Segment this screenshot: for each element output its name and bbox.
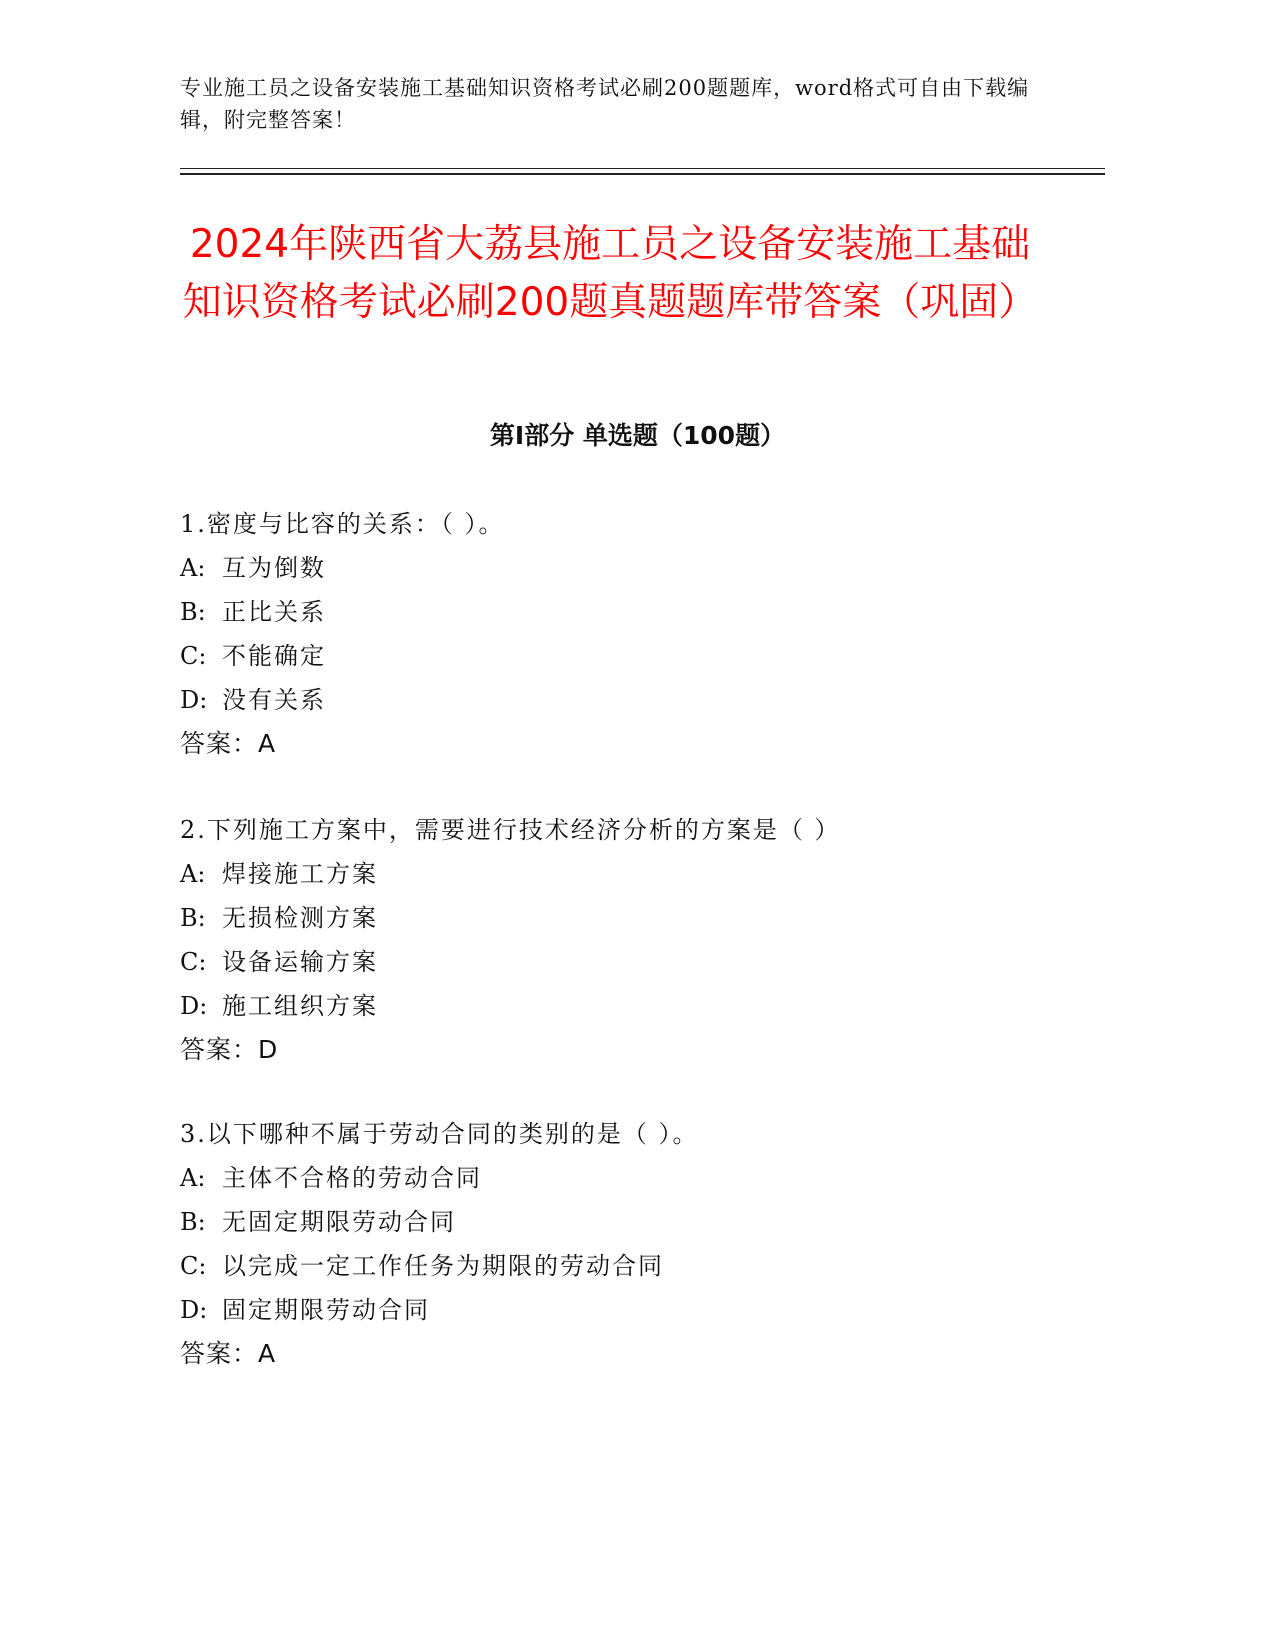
section-heading: 第I部分 单选题（100题） bbox=[489, 421, 786, 450]
option-text: 设备运输方案 bbox=[222, 948, 378, 976]
option-letter: B: bbox=[180, 904, 206, 932]
option-letter: A: bbox=[180, 1164, 206, 1192]
answer-line: 答案：D bbox=[180, 1035, 279, 1064]
option-letter: D: bbox=[180, 992, 208, 1020]
header-rule-thick bbox=[180, 173, 1105, 175]
option-text: 施工组织方案 bbox=[222, 992, 378, 1020]
question-2 bbox=[180, 808, 1080, 1072]
option-a bbox=[180, 852, 1080, 896]
option-letter: C: bbox=[180, 948, 207, 976]
question-stem: 1.密度与比容的关系：（ ）。 bbox=[180, 510, 505, 538]
question-1 bbox=[180, 502, 1080, 766]
option-text: 没有关系 bbox=[222, 686, 326, 714]
option-letter: D: bbox=[180, 1296, 208, 1324]
option-text: 焊接施工方案 bbox=[222, 860, 378, 888]
header-note: 专业施工员之设备安装施工基础知识资格考试必刷200题题库，word格式可自由下载编辑，附完整答案！ bbox=[180, 76, 1030, 132]
option-letter: A: bbox=[180, 554, 206, 582]
option-text: 固定期限劳动合同 bbox=[222, 1296, 430, 1324]
answer-line: 答案：A bbox=[180, 1339, 277, 1368]
option-text: 以完成一定工作任务为期限的劳动合同 bbox=[222, 1252, 664, 1280]
option-letter: B: bbox=[180, 1208, 206, 1236]
option-text: 无损检测方案 bbox=[222, 904, 378, 932]
answer-line: 答案：A bbox=[180, 729, 277, 758]
option-b bbox=[180, 590, 1080, 634]
option-d bbox=[180, 984, 1080, 1028]
option-a bbox=[180, 546, 1080, 590]
question-3 bbox=[180, 1112, 1080, 1376]
option-letter: D: bbox=[180, 686, 208, 714]
option-text: 主体不合格的劳动合同 bbox=[222, 1164, 482, 1192]
option-letter: C: bbox=[180, 642, 207, 670]
question-stem: 3.以下哪种不属于劳动合同的类别的是（ ）。 bbox=[180, 1120, 699, 1148]
option-text: 互为倒数 bbox=[222, 554, 326, 582]
question-stem: 2.下列施工方案中，需要进行技术经济分析的方案是（ ） bbox=[180, 816, 841, 844]
option-c bbox=[180, 634, 1080, 678]
option-letter: B: bbox=[180, 598, 206, 626]
header-rule-thin bbox=[180, 168, 1105, 169]
option-text: 正比关系 bbox=[222, 598, 326, 626]
document-title: 2024年陕西省大荔县施工员之设备安装施工基础知识资格考试必刷200题真题题库带答案（巩固） bbox=[182, 222, 1038, 325]
option-letter: A: bbox=[180, 860, 206, 888]
option-d bbox=[180, 1288, 1080, 1332]
option-d bbox=[180, 678, 1080, 722]
option-letter: C: bbox=[180, 1252, 207, 1280]
option-text: 不能确定 bbox=[222, 642, 326, 670]
option-a bbox=[180, 1156, 1080, 1200]
option-b bbox=[180, 1200, 1080, 1244]
option-b bbox=[180, 896, 1080, 940]
option-text: 无固定期限劳动合同 bbox=[222, 1208, 456, 1236]
option-c bbox=[180, 1244, 1080, 1288]
option-c bbox=[180, 940, 1080, 984]
